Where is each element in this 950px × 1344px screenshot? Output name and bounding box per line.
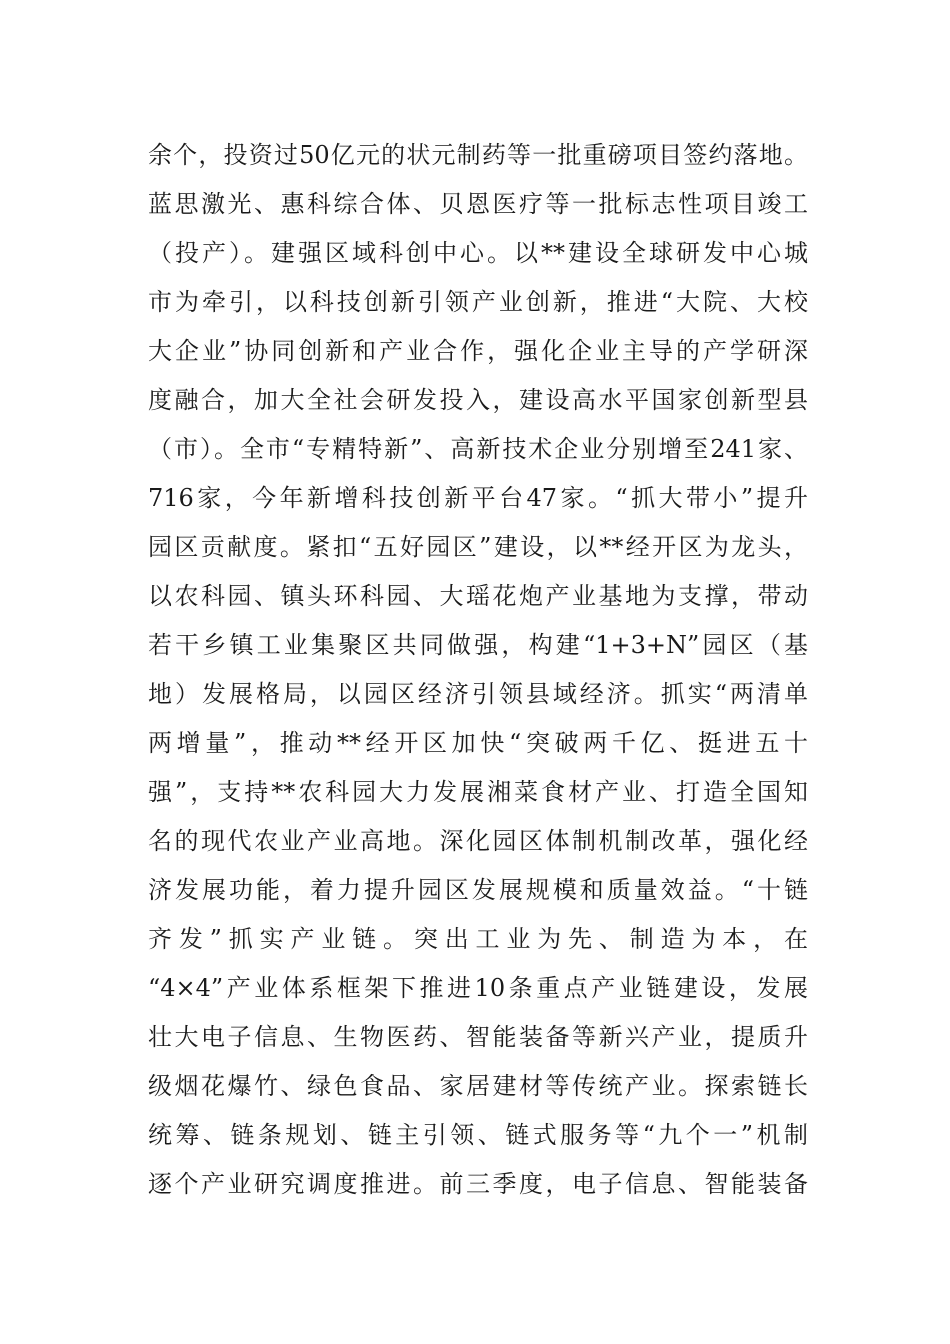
text-line: 级烟花爆竹、绿色食品、家居建材等传统产业。探索链长 xyxy=(148,1072,808,1100)
text-line: 地）发展格局，以园区经济引领县域经济。抓实“两清单 xyxy=(148,680,808,708)
text-line: 市为牵引，以科技创新引领产业创新，推进“大院、大校 xyxy=(148,288,808,316)
text-line: 余个，投资过50亿元的状元制药等一批重磅项目签约落地。 xyxy=(148,141,808,169)
text-line: 以农科园、镇头环科园、大瑶花炮产业基地为支撑，带动 xyxy=(148,582,808,610)
text-line: 两增量”，推动**经开区加快“突破两千亿、挺进五十 xyxy=(148,729,808,757)
text-line: 园区贡献度。紧扣“五好园区”建设，以**经开区为龙头， xyxy=(148,533,808,561)
text-line: 716家，今年新增科技创新平台47家。“抓大带小”提升 xyxy=(148,484,808,512)
text-line: 蓝思激光、惠科综合体、贝恩医疗等一批标志性项目竣工 xyxy=(148,190,808,218)
text-line: 强”，支持**农科园大力发展湘菜食材产业、打造全国知 xyxy=(148,778,808,806)
text-line: 齐发”抓实产业链。突出工业为先、制造为本，在 xyxy=(148,925,808,953)
text-line: 大企业”协同创新和产业合作，强化企业主导的产学研深 xyxy=(148,337,808,365)
text-line: （投产）。建强区域科创中心。以**建设全球研发中心城 xyxy=(148,239,808,267)
body-text xyxy=(148,131,808,1209)
text-line: “4×4”产业体系框架下推进10条重点产业链建设，发展 xyxy=(148,974,808,1002)
text-line: 名的现代农业产业高地。深化园区体制机制改革，强化经 xyxy=(148,827,808,855)
text-line: 济发展功能，着力提升园区发展规模和质量效益。“十链 xyxy=(148,876,808,904)
text-line: 统筹、链条规划、链主引领、链式服务等“九个一”机制 xyxy=(148,1121,808,1149)
text-line: （市）。全市“专精特新”、高新技术企业分别增至241家、 xyxy=(148,435,808,463)
text-line: 逐个产业研究调度推进。前三季度，电子信息、智能装备 xyxy=(148,1170,808,1198)
text-line: 壮大电子信息、生物医药、智能装备等新兴产业，提质升 xyxy=(148,1023,808,1051)
text-line: 若干乡镇工业集聚区共同做强，构建“1+3+N”园区（基 xyxy=(148,631,808,659)
text-line: 度融合，加大全社会研发投入，建设高水平国家创新型县 xyxy=(148,386,808,414)
